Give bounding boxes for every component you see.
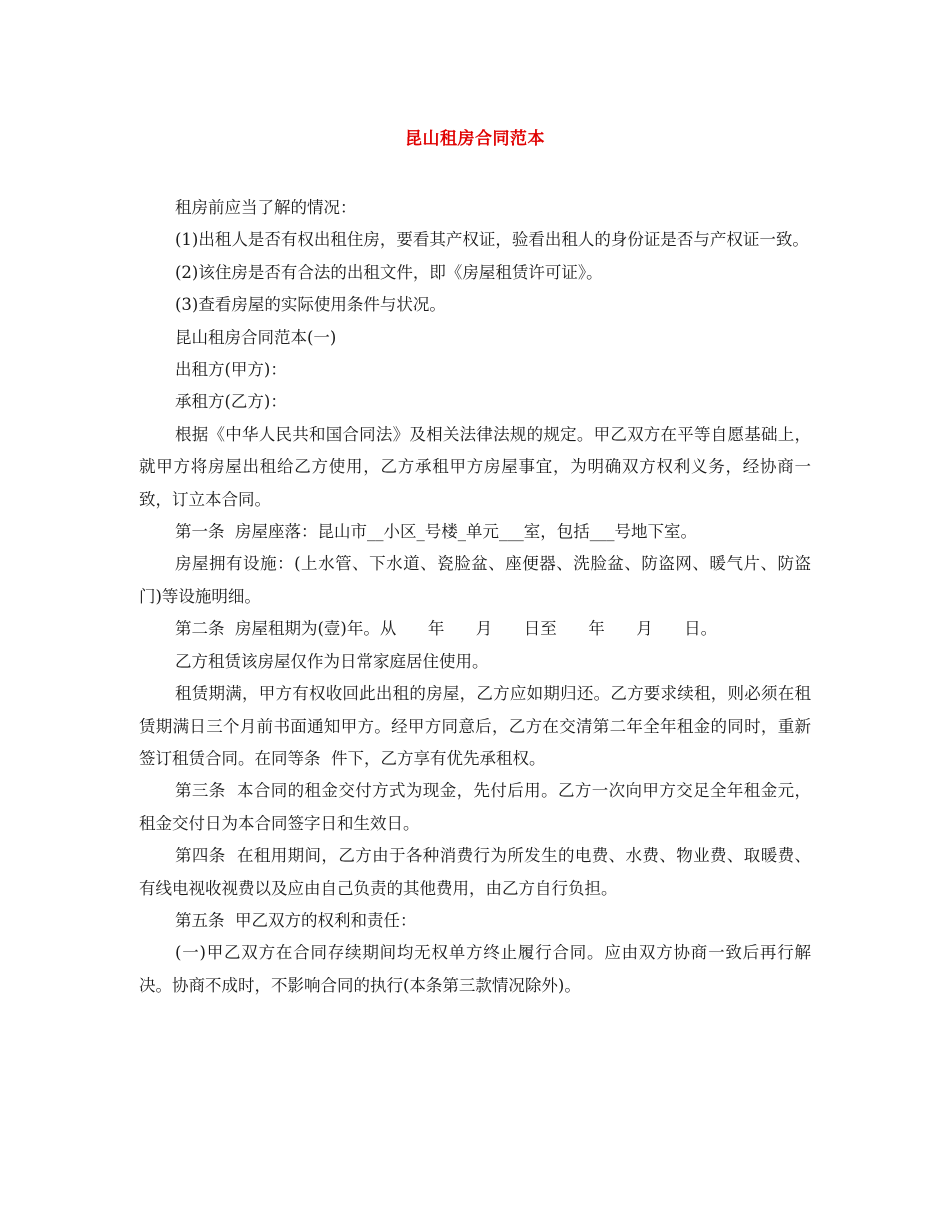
paragraph-facilities: 房屋拥有设施：(上水管、下水道、瓷脸盆、座便器、洗脸盆、防盗网、暖气片、防盗门)等设施明细。 (139, 554, 811, 606)
paragraph-article-4: 第四条 在租用期间，乙方由于各种消费行为所发生的电费、水费、物业费、取暖费、有线电视收视费以及应由自己负责的其他费用，由乙方自行负担。 (139, 846, 811, 898)
paragraph-lessor: 出租方(甲方)： (175, 360, 287, 380)
paragraph-usage: 乙方租赁该房屋仅作为日常家庭居住使用。 (175, 651, 489, 671)
document-body (139, 192, 811, 1002)
paragraph-renewal: 租赁期满，甲方有权收回此出租的房屋，乙方应如期归还。乙方要求续租，则必须在租赁期满日三个月前书面通知甲方。经甲方同意后，乙方在交清第二年全年租金的同时，重新签订租赁合同。在同等条 件下，乙方享有优先承租权。 (139, 684, 811, 768)
paragraph-article-3: 第三条 本合同的租金交付方式为现金，先付后用。乙方一次向甲方交足全年租金元，租金交付日为本合同签字日和生效日。 (139, 781, 811, 833)
paragraph-article-2: 第二条 房屋租期为(壹)年。从 年 月 日至 年 月 日。 (175, 619, 718, 639)
paragraph-lessee: 承租方(乙方)： (175, 392, 287, 412)
paragraph-check-1: (1)出租人是否有权出租住房，要看其产权证，验看出租人的身份证是否与产权证一致。 (175, 230, 809, 250)
paragraph-article-1: 第一条 房屋座落：昆山市__小区_号楼_单元___室，包括___号地下室。 (175, 522, 697, 542)
paragraph-preamble: 根据《中华人民共和国合同法》及相关法律法规的规定。甲乙双方在平等自愿基础上，就甲方将房屋出租给乙方使用，乙方承租甲方房屋事宜，为明确双方权利义务，经协商一致，订立本合同。 (139, 424, 811, 509)
paragraph-intro: 租房前应当了解的情况： (175, 198, 357, 217)
page-title: 昆山租房合同范本 (405, 129, 545, 149)
paragraph-article-5: 第五条 甲乙双方的权利和责任： (175, 910, 417, 930)
paragraph-check-2: (2)该住房是否有合法的出租文件，即《房屋租赁许可证》。 (175, 262, 603, 282)
paragraph-contract-heading: 昆山租房合同范本(一) (175, 327, 337, 347)
paragraph-article-5-item-1: (一)甲乙双方在合同存续期间均无权单方终止履行合同。应由双方协商一致后再行解决。协商不成时，不影响合同的执行(本条第三款情况除外)。 (139, 943, 811, 995)
paragraph-check-3: (3)查看房屋的实际使用条件与状况。 (175, 295, 446, 315)
